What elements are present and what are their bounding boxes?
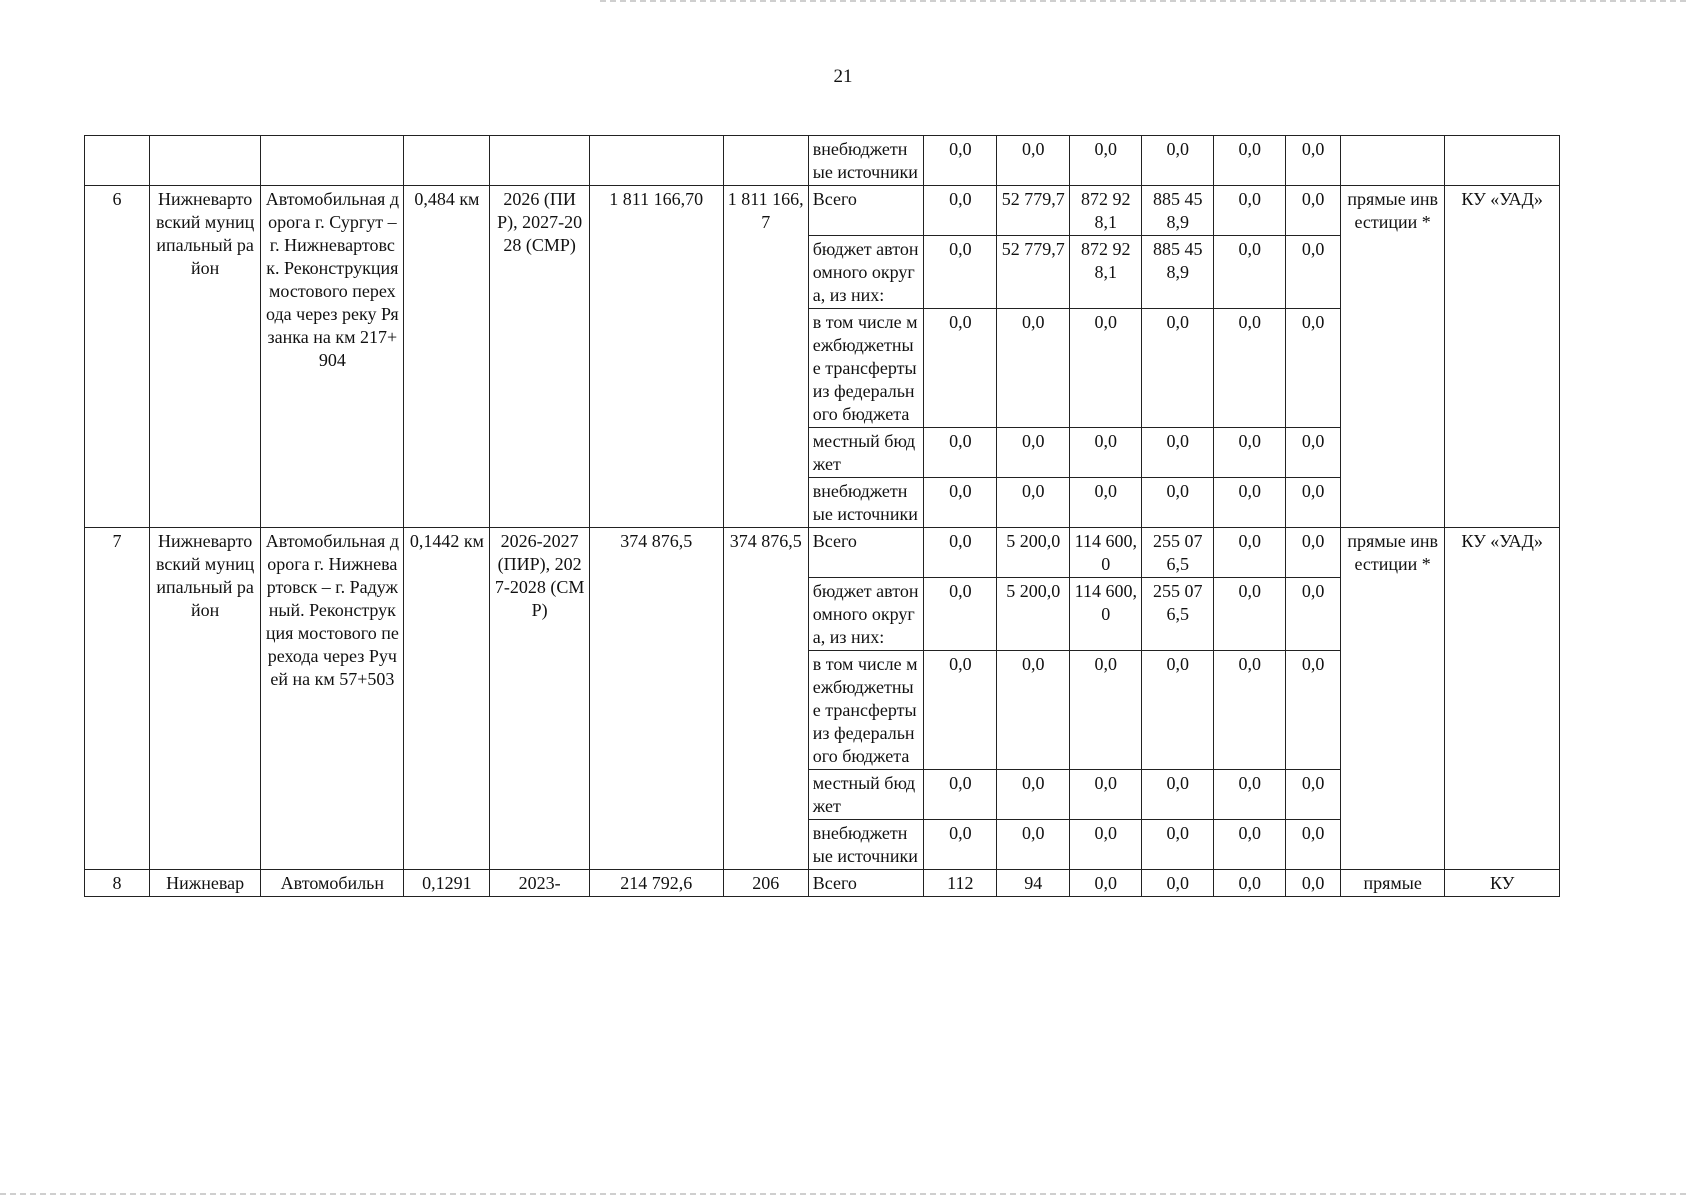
amount-cell: 0,0 — [1214, 186, 1286, 236]
total-cost-cell: 374 876,5 — [589, 528, 723, 870]
amount-cell: 0,0 — [1214, 478, 1286, 528]
amount-cell: 0,0 — [1142, 478, 1214, 528]
total-cost-cell: 1 811 166,70 — [589, 186, 723, 528]
funding-source: местный бюджет — [808, 428, 924, 478]
amount-cell: 0,0 — [924, 186, 997, 236]
table-row — [85, 136, 1560, 186]
empty-cell — [490, 136, 589, 186]
amount-cell: 0,0 — [924, 770, 997, 820]
amount-cell: 0,0 — [997, 309, 1070, 428]
amount-cell: 114 600,0 — [1070, 528, 1142, 578]
funding-source: в том числе межбюджетные трансферты из федерального бюджета — [808, 651, 924, 770]
amount-cell: 52 779,7 — [997, 186, 1070, 236]
period-cell: 2026 (ПИР), 2027-2028 (СМР) — [490, 186, 589, 528]
amount-cell: 0,0 — [1070, 136, 1142, 186]
investment-type-cell: прямые инвестиции * — [1340, 528, 1444, 870]
district-cell: Нижневар — [149, 870, 261, 897]
amount-cell: 0,0 — [1286, 186, 1341, 236]
customer-cell: КУ «УАД» — [1445, 528, 1560, 870]
amount-cell: 0,0 — [1214, 578, 1286, 651]
empty-cell — [589, 136, 723, 186]
capacity-cell: 0,1442 км — [404, 528, 490, 870]
scan-artifact-top — [600, 0, 1686, 2]
amount-cell: 0,0 — [1286, 136, 1341, 186]
amount-cell: 0,0 — [997, 820, 1070, 870]
funding-source: бюджет автономного округа, из них: — [808, 236, 924, 309]
amount-cell: 885 458,9 — [1142, 186, 1214, 236]
amount-cell: 0,0 — [997, 651, 1070, 770]
amount-cell: 0,0 — [1142, 820, 1214, 870]
empty-cell — [149, 136, 261, 186]
amount-cell: 0,0 — [1286, 309, 1341, 428]
remaining-cost-cell: 206 — [723, 870, 808, 897]
funding-source: Всего — [808, 528, 924, 578]
amount-cell: 0,0 — [1214, 870, 1286, 897]
amount-cell: 0,0 — [1286, 870, 1341, 897]
amount-cell: 0,0 — [997, 770, 1070, 820]
amount-cell: 0,0 — [1214, 820, 1286, 870]
amount-cell: 0,0 — [924, 820, 997, 870]
object-name-cell: Автомобильная дорога г. Сургут – г. Нижневартовск. Реконструкция мостового перехода через реку Рязанка на км 217+904 — [261, 186, 404, 528]
period-cell: 2023- — [490, 870, 589, 897]
period-cell: 2026-2027 (ПИР), 2027-2028 (СМР) — [490, 528, 589, 870]
amount-cell: 0,0 — [924, 309, 997, 428]
empty-cell — [723, 136, 808, 186]
investment-type-cell: прямые — [1340, 870, 1444, 897]
amount-cell: 0,0 — [1286, 236, 1341, 309]
amount-cell: 0,0 — [997, 428, 1070, 478]
empty-cell — [404, 136, 490, 186]
funding-source: бюджет автономного округа, из них: — [808, 578, 924, 651]
amount-cell: 0,0 — [1286, 820, 1341, 870]
amount-cell: 0,0 — [1142, 428, 1214, 478]
empty-cell — [1340, 136, 1444, 186]
amount-cell: 112 — [924, 870, 997, 897]
amount-cell: 0,0 — [1286, 770, 1341, 820]
table-row — [85, 186, 1560, 236]
remaining-cost-cell: 374 876,5 — [723, 528, 808, 870]
amount-cell: 0,0 — [924, 136, 997, 186]
amount-cell: 5 200,0 — [997, 578, 1070, 651]
row-number: 8 — [85, 870, 150, 897]
funding-source: местный бюджет — [808, 770, 924, 820]
empty-cell — [1445, 136, 1560, 186]
capacity-cell: 0,1291 — [404, 870, 490, 897]
customer-cell: КУ «УАД» — [1445, 186, 1560, 528]
amount-cell: 0,0 — [924, 428, 997, 478]
amount-cell: 872 928,1 — [1070, 236, 1142, 309]
empty-cell — [261, 136, 404, 186]
amount-cell: 872 928,1 — [1070, 186, 1142, 236]
amount-cell: 0,0 — [1214, 236, 1286, 309]
amount-cell: 255 076,5 — [1142, 578, 1214, 651]
amount-cell: 0,0 — [1286, 428, 1341, 478]
amount-cell: 0,0 — [1070, 651, 1142, 770]
amount-cell: 0,0 — [1214, 528, 1286, 578]
amount-cell: 0,0 — [1214, 651, 1286, 770]
amount-cell: 5 200,0 — [997, 528, 1070, 578]
amount-cell: 0,0 — [997, 478, 1070, 528]
object-name-cell: Автомобильная дорога г. Нижневартовск – г. Радужный. Реконструкция мостового перехода через Ручей на км 57+503 — [261, 528, 404, 870]
district-cell: Нижневартовский муниципальный район — [149, 186, 261, 528]
amount-cell: 0,0 — [1070, 820, 1142, 870]
amount-cell: 0,0 — [1214, 136, 1286, 186]
amount-cell: 94 — [997, 870, 1070, 897]
amount-cell: 0,0 — [1142, 770, 1214, 820]
funding-source: внебюджетные источники — [808, 820, 924, 870]
amount-cell: 885 458,9 — [1142, 236, 1214, 309]
page-number: 21 — [833, 66, 853, 87]
empty-cell — [85, 136, 150, 186]
scan-artifact-bottom — [0, 1193, 1686, 1195]
amount-cell: 0,0 — [924, 651, 997, 770]
funding-source: Всего — [808, 186, 924, 236]
row-number: 6 — [85, 186, 150, 528]
amount-cell: 0,0 — [1286, 478, 1341, 528]
funding-source: внебюджетные источники — [808, 478, 924, 528]
amount-cell: 52 779,7 — [997, 236, 1070, 309]
investment-type-cell: прямые инвестиции * — [1340, 186, 1444, 528]
amount-cell: 0,0 — [924, 528, 997, 578]
amount-cell: 255 076,5 — [1142, 528, 1214, 578]
amount-cell: 0,0 — [1214, 428, 1286, 478]
amount-cell: 0,0 — [1214, 309, 1286, 428]
amount-cell: 0,0 — [1142, 309, 1214, 428]
table-row — [85, 870, 1560, 897]
customer-cell: КУ — [1445, 870, 1560, 897]
amount-cell: 0,0 — [1286, 651, 1341, 770]
amount-cell: 0,0 — [924, 236, 997, 309]
amount-cell: 0,0 — [1070, 309, 1142, 428]
row-number: 7 — [85, 528, 150, 870]
investment-table — [84, 135, 1560, 897]
total-cost-cell: 214 792,6 — [589, 870, 723, 897]
amount-cell: 0,0 — [1286, 528, 1341, 578]
funding-source: Всего — [808, 870, 924, 897]
amount-cell: 0,0 — [1070, 770, 1142, 820]
table-row — [85, 528, 1560, 578]
amount-cell: 0,0 — [924, 578, 997, 651]
amount-cell: 0,0 — [1142, 870, 1214, 897]
amount-cell: 0,0 — [1214, 770, 1286, 820]
amount-cell: 0,0 — [1070, 870, 1142, 897]
amount-cell: 0,0 — [1142, 651, 1214, 770]
funding-source: в том числе межбюджетные трансферты из федерального бюджета — [808, 309, 924, 428]
funding-source: внебюджетные источники — [808, 136, 924, 186]
remaining-cost-cell: 1 811 166,7 — [723, 186, 808, 528]
object-name-cell: Автомобильн — [261, 870, 404, 897]
amount-cell: 0,0 — [1142, 136, 1214, 186]
amount-cell: 114 600,0 — [1070, 578, 1142, 651]
amount-cell: 0,0 — [1070, 478, 1142, 528]
amount-cell: 0,0 — [1286, 578, 1341, 651]
amount-cell: 0,0 — [997, 136, 1070, 186]
capacity-cell: 0,484 км — [404, 186, 490, 528]
district-cell: Нижневартовский муниципальный район — [149, 528, 261, 870]
amount-cell: 0,0 — [1070, 428, 1142, 478]
amount-cell: 0,0 — [924, 478, 997, 528]
